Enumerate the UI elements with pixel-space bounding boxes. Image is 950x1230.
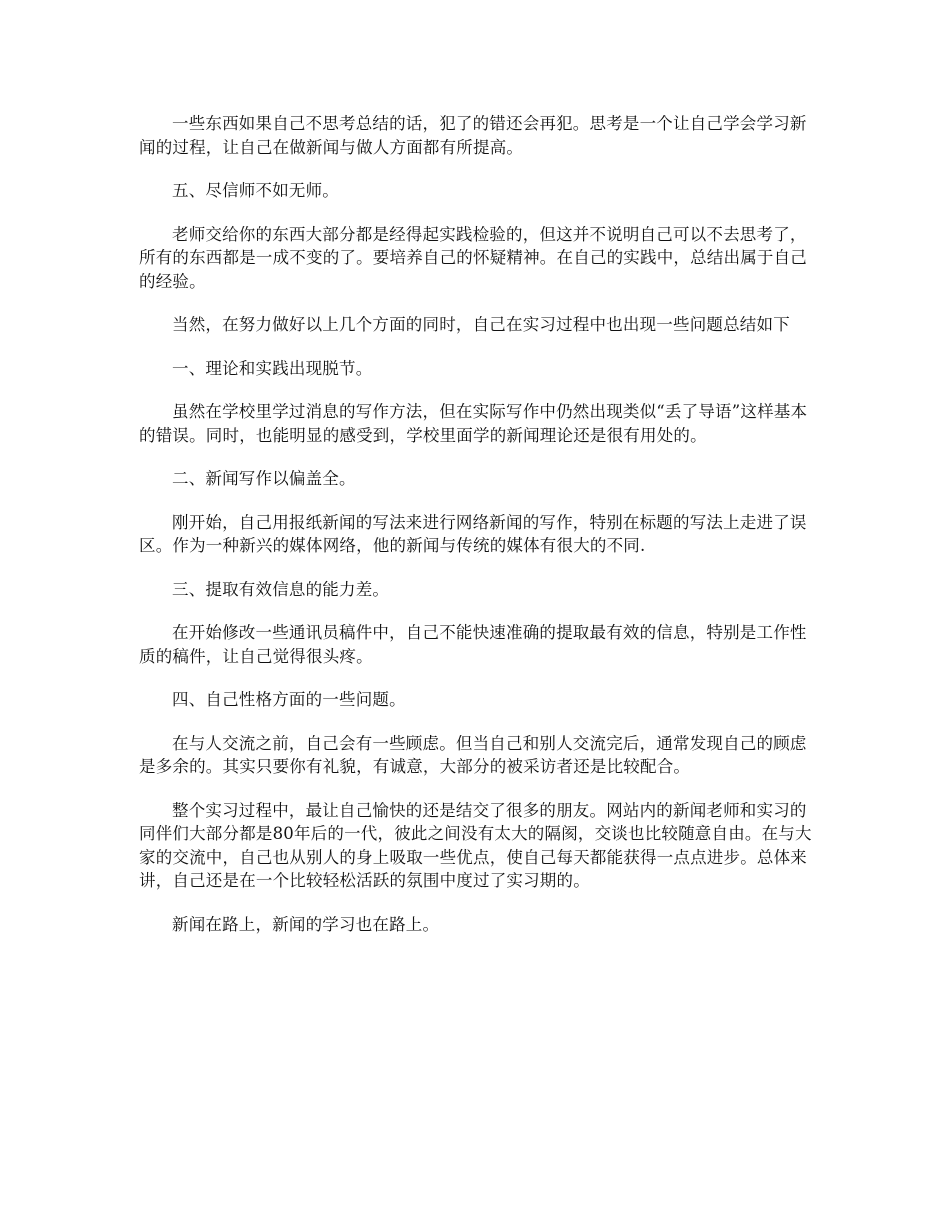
paragraph-closing: 新闻在路上，新闻的学习也在路上。 <box>172 914 440 934</box>
heading-problem-four: 四、自己性格方面的一些问题。 <box>172 690 406 709</box>
paragraph-problems-intro: 当然，在努力做好以上几个方面的同时，自己在实习过程中也出现一些问题总结如下 <box>172 315 790 334</box>
paragraph-problem-two: 刚开始，自己用报纸新闻的写法来进行网络新闻的写作，特别在标题的写法上走进了误区。作为一种新兴的媒体网络，他的新闻与传统的媒体有很大的不同. <box>139 512 807 555</box>
heading-point-five: 五、尽信师不如无师。 <box>172 181 339 200</box>
document-body <box>139 112 823 956</box>
paragraph-reflection: 一些东西如果自己不思考总结的话，犯了的错还会再犯。思考是一个让自己学会学习新闻的过程，让自己在做新闻与做人方面都有所提高。 <box>139 114 807 157</box>
heading-problem-three: 三、提取有效信息的能力差。 <box>172 579 390 599</box>
heading-problem-two: 二、新闻写作以偏盖全。 <box>172 469 356 488</box>
heading-problem-one: 一、理论和实践出现脱节。 <box>172 358 373 378</box>
paragraph-summary: 整个实习过程中，最让自己愉快的还是结交了很多的朋友。网站内的新闻老师和实习的同伴们大部分都是80年后的一代，彼此之间没有太大的隔阂，交谈也比较随意自由。在与大家的交流中，自己也从别人的身上吸取一些优点，使自己每天都能获得一点点进步。总体来讲，自己还是在一个比较轻松活跃的氛围中度过了实习期的。 <box>139 800 812 890</box>
paragraph-problem-three: 在开始修改一些通讯员稿件中，自己不能快速准确的提取最有效的信息，特别是工作性质的稿件，让自己觉得很头疼。 <box>139 623 807 666</box>
paragraph-problem-four: 在与人交流之前，自己会有一些顾虑。但当自己和别人交流完后，通常发现自己的顾虑是多余的。其实只要你有礼貌，有诚意，大部分的被采访者还是比较配合。 <box>139 733 807 776</box>
paragraph-problem-one: 虽然在学校里学过消息的写作方法，但在实际写作中仍然出现类似“丢了导语”这样基本的错误。同时，也能明显的感受到，学校里面学的新闻理论还是很有用处的。 <box>139 402 808 445</box>
paragraph-teacher: 老师交给你的东西大部分都是经得起实践检验的，但这并不说明自己可以不去思考了，所有的东西都是一成不变的了。要培养自己的怀疑精神。在自己的实践中，总结出属于自己的经验。 <box>139 224 807 291</box>
